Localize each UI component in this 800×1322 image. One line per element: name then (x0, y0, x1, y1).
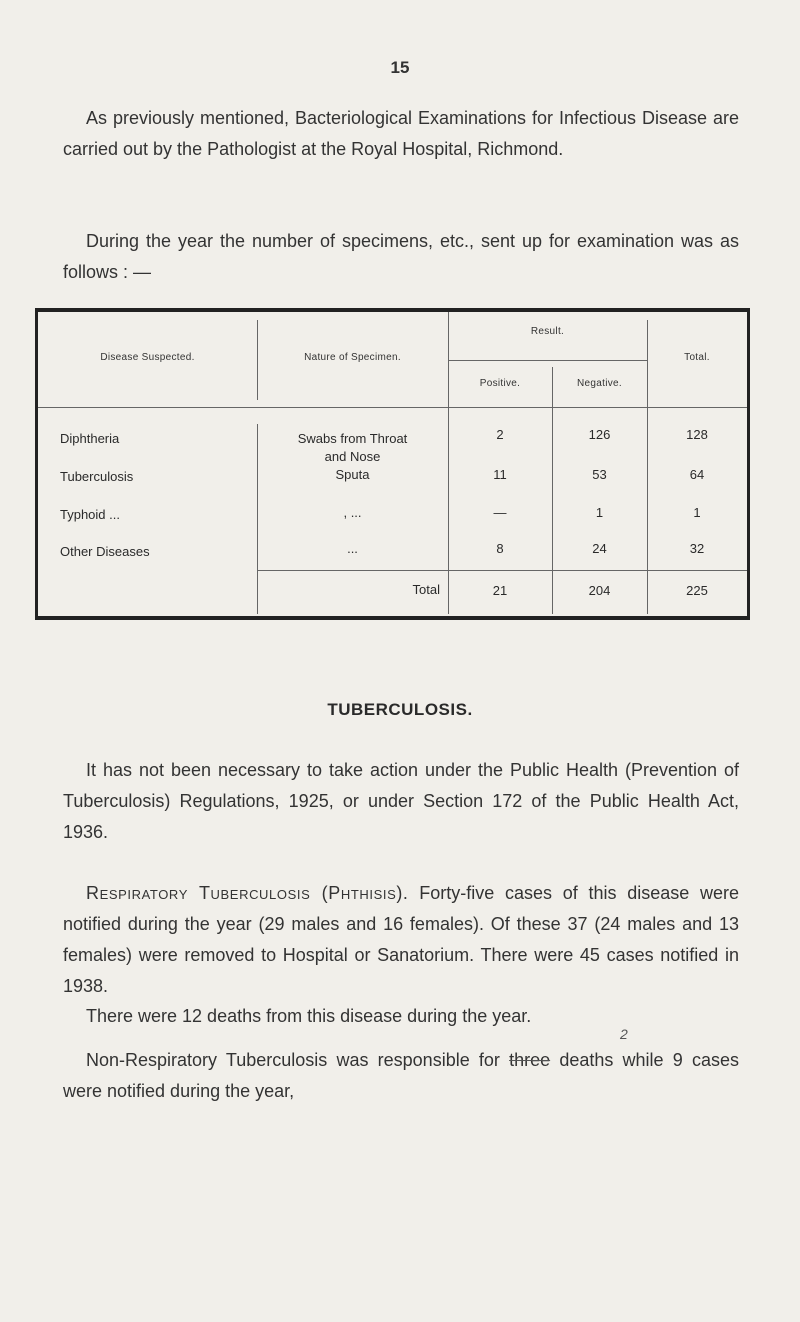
non-respiratory-paragraph (63, 1045, 739, 1107)
header-total: Total. (684, 352, 710, 363)
header-positive: Positive. (479, 378, 521, 389)
total-cell: 32 (689, 541, 705, 556)
nature-cell: , ... (343, 505, 362, 520)
total-total: 225 (686, 583, 708, 598)
negative-cell: 53 (592, 467, 607, 482)
disease-cell: Diphtheria (60, 431, 120, 446)
specimens-paragraph: During the year the number of specimens, etc., sent up for examination was as follows : — (63, 231, 739, 282)
nature-cell: Sputa (335, 467, 370, 482)
non-respiratory-text-end: deaths while 9 cases were notified during the year, (63, 1050, 739, 1101)
negative-cell: 24 (592, 541, 607, 556)
intro-paragraph: As previously mentioned, Bacteriological Examinations for Infectious Disease are carried out by the Pathologist at the Royal Hospital, Richmond. (63, 108, 739, 159)
struck-word: three (509, 1050, 551, 1070)
total-negative: 204 (588, 583, 611, 598)
page-number: 15 (390, 58, 410, 77)
respiratory-tb-heading: Respiratory Tuberculosis (Phthisis). (86, 883, 409, 903)
total-label: Total (412, 582, 440, 597)
header-disease-suspected: Disease Suspected. (100, 352, 195, 363)
positive-cell: 2 (496, 427, 504, 442)
non-respiratory-text-start: Non-Respiratory Tuberculosis was responsible for (86, 1050, 500, 1070)
positive-cell: 11 (493, 467, 507, 482)
nature-cell: and Nose (324, 449, 381, 464)
nature-cell: ... (347, 541, 358, 556)
section-title-tuberculosis: TUBERCULOSIS. (327, 700, 473, 719)
disease-cell: Typhoid ... (60, 507, 120, 522)
header-negative: Negative. (577, 378, 622, 389)
respiratory-tb-body: Forty-five cases of this disease were notified during the year (29 males and 16 females). Of these 37 (24 males and 13 females) were removed to Hospital or Sanatorium. There were 45 cases notified in 1938. (63, 883, 739, 996)
total-cell: 128 (686, 427, 708, 442)
negative-cell: 1 (595, 505, 604, 520)
total-cell: 1 (693, 505, 701, 520)
total-cell: 64 (689, 467, 705, 482)
total-positive: 21 (492, 583, 508, 598)
header-result: Result. (530, 326, 565, 337)
tb-regulations-paragraph: It has not been necessary to take action under the Public Health (Prevention of Tuberculosis) Regulations, 1925, or under Section 172 of the Public Health Act, 1936. (63, 760, 739, 842)
positive-cell: 8 (496, 541, 504, 556)
respiratory-tb-paragraph (63, 878, 739, 1002)
bacteriological-results-table (35, 308, 750, 620)
negative-cell: 126 (588, 427, 611, 442)
header-nature-of-specimen: Nature of Specimen. (304, 352, 401, 363)
disease-cell: Tuberculosis (60, 469, 134, 484)
positive-cell: — (493, 505, 507, 520)
nature-cell: Swabs from Throat (297, 431, 408, 446)
handwritten-correction: 2 (620, 1026, 628, 1042)
deaths-paragraph: There were 12 deaths from this disease during the year. (86, 1006, 532, 1026)
disease-cell: Other Diseases (60, 544, 150, 559)
